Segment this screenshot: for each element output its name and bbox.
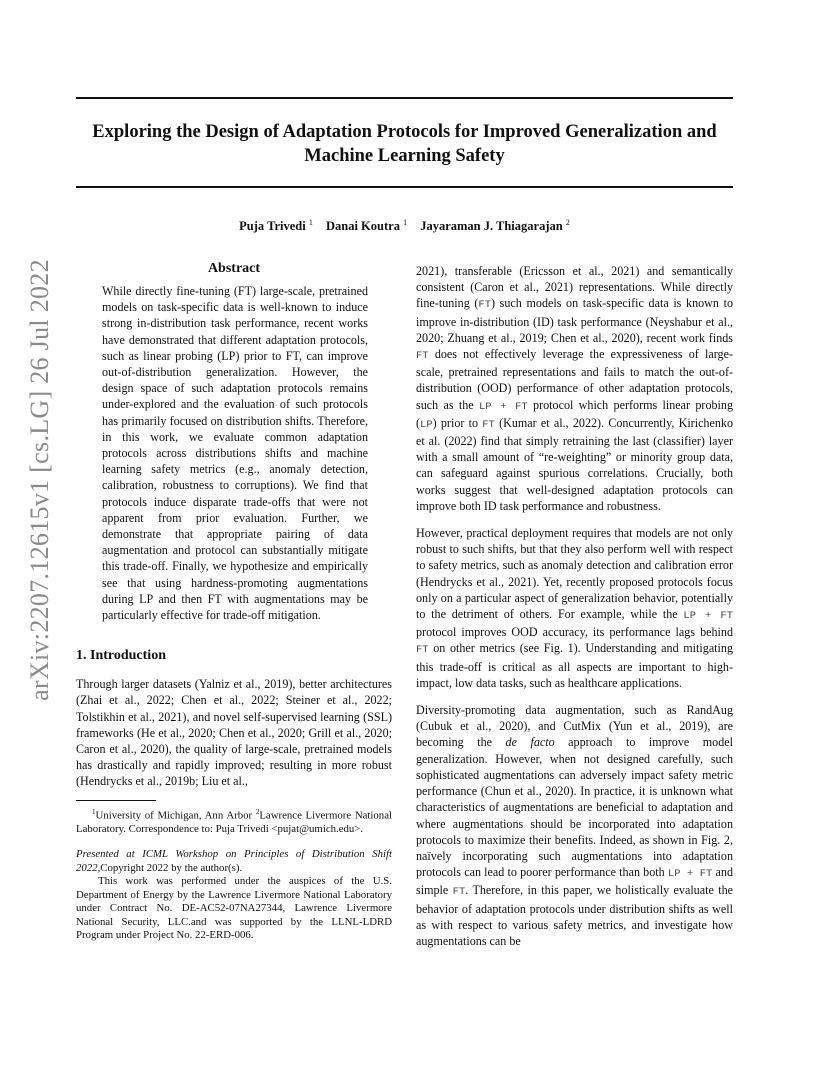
- author-1: [239, 219, 313, 233]
- code-term: FT: [416, 644, 429, 657]
- author-affiliation: 1: [308, 218, 313, 227]
- emphasis-term: de facto: [505, 735, 555, 750]
- code-term: FT: [478, 299, 492, 312]
- author-affiliation: 2: [565, 218, 570, 227]
- affiliation-footnote: [76, 806, 392, 837]
- right-column: [416, 263, 733, 960]
- text-run: protocol which performs linear probing (: [416, 397, 734, 430]
- code-term: LP + FT: [667, 868, 713, 881]
- footnote-mark: 2: [255, 807, 260, 816]
- footnote-text: Lawrence Livermore National Laboratory. Correspondence to: Puja Trivedi <pujat@umich.edu>.: [76, 809, 392, 835]
- venue-footnote: [76, 848, 392, 875]
- text-run: ) such models on task-specific data is known to improve in-distribution (ID) task performance (Neyshabur et al., 2020; Zhuang et al., 2019; Chen et al., 2020), recent work finds: [416, 296, 733, 345]
- abstract-heading: Abstract: [207, 261, 261, 276]
- text-run: 2021), transferable (Ericsson et al., 2021) and semantically consistent (Caron et al., 2021) representations. While directly fine-tuning (: [416, 264, 733, 311]
- left-column: [76, 260, 392, 943]
- code-term: FT: [452, 886, 466, 899]
- text-run: ) prior to: [432, 415, 483, 430]
- arxiv-stamp-text: arXiv:2207.12615v1 [cs.LG] 26 Jul 2022: [25, 259, 54, 701]
- code-term: LP: [420, 418, 433, 431]
- footnote-mark: 1: [92, 807, 96, 816]
- text-run: and simple: [416, 865, 733, 898]
- text-run: (Kumar et al., 2022). Concurrently, Kirichenko et al. (2022) find that simply retraining the last (classifier) layer with a small amount of “re-weighting” or minority group data, can safeguard against spurious correlations. Crucially, both works suggest that well-designed adaptation protocols can improve both ID task performance and robustness.: [416, 415, 733, 513]
- author-3: [420, 219, 570, 233]
- title-bottom-rule: [76, 186, 733, 188]
- text-run: on other metrics (see Fig. 1). Understanding and mitigating this trade-off is critical as all aspects are important to high-impact, low data tasks, such as healthcare applications.: [416, 641, 733, 690]
- right-paragraph-1: [416, 263, 733, 514]
- footnote-rule: [76, 800, 156, 801]
- right-paragraph-3: [416, 702, 733, 949]
- funding-footnote: This work was performed under the auspices of the U.S. Department of Energy by the Lawrence Livermore National Laboratory under Contract No. DE-AC52-07NA27344, Lawrence Livermore National Security, LLC.and was supported by the LLNL-LDRD Program under Project No. 22-ERD-006.: [76, 875, 392, 942]
- text-run: approach to improve model generalization. However, when not designed carefully, such sophisticated augmentations can adversely impact safety metric performance (Chun et al., 2020). In practice, it is unknown what characteristics of augmentations are beneficial to adaptation and where augmentations should be incorporated into adaptation protocols to maximize their benefits. Indeed, as shown in Fig. 2, naïvely incorporating such augmentations into adaptation protocols can lead to poorer performance than both: [416, 735, 733, 880]
- author-affiliation: 1: [403, 218, 408, 227]
- text-run: Diversity-promoting data augmentation, such as RandAug (Cubuk et al., 2020), and CutMix (Yun et al., 2019), are becoming the: [416, 703, 733, 750]
- text-run: However, practical deployment requires that models are not only robust to such shifts, but that they also perform well with respect to safety metrics, such as anomaly detection and calibration error (Hendrycks et al., 2021). Yet, recently proposed protocols focus only on a particular aspect of generalization behavior, potentially to the detriment of others. For example, while the: [416, 526, 733, 622]
- abstract-body: While directly fine-tuning (FT) large-scale, pretrained models on task-specific data is well-known to induce strong in-distribution task performance, recent works have demonstrated that different adaptation protocols, such as linear probing (LP) prior to FT, can improve out-of-distribution generalization. However, the design space of such adaptation protocols remains under-explored and the evaluation of such protocols has primarily focused on distribution shifts. Therefore, in this work, we evaluate common adaptation protocols across distributions shifts and machine learning safety metrics (e.g., anomaly detection, calibration, robustness to corruptions). We find that protocols induce disparate trade-offs that were not apparent from prior evaluation. Further, we demonstrate that appropriate pairing of data augmentation and protocol can substantially mitigate this trade-off. Finally, we hypothesize and empirically see that using hardness-promoting augmentations during LP and then FT with augmentations may be particularly effective for trade-off mitigation.: [102, 284, 368, 623]
- code-term: FT: [482, 418, 495, 431]
- author-name: Danai Koutra: [325, 219, 400, 234]
- introduction-paragraph: Through larger datasets (Yalniz et al., 2019), better architectures (Zhai et al., 2022; Chen et al., 2022; Steiner et al., 2022; Tolstikhin et al., 2021), and novel self-supervised learning (SSL) frameworks (He et al., 2020; Chen et al., 2020; Grill et al., 2020; Caron et al., 2020), the quality of large-scale, pretrained models has drastically and rapidly improved; resulting in more robust (Hendrycks et al., 2019b; Liu et al.,: [76, 677, 392, 789]
- code-term: LP + FT: [479, 400, 528, 413]
- copyright-text: Copyright 2022 by the author(s).: [100, 861, 243, 874]
- paper-title: Exploring the Design of Adaptation Protocols for Improved Generalization and Machine Learning Safety: [92, 122, 717, 166]
- text-run: . Therefore, in this paper, we holistically evaluate the behavior of adaptation protocols under distribution shifts as well as with respect to various safety metrics, and investigate how augmentations can be: [416, 883, 733, 948]
- footnote-text: University of Michigan, Ann Arbor: [95, 809, 256, 822]
- top-rule: [76, 97, 733, 99]
- code-term: LP + FT: [683, 610, 733, 623]
- venue-text: Presented at ICML Workshop on Principles of Distribution Shift 2022,: [76, 848, 392, 874]
- author-name: Jayaraman J. Thiagarajan: [420, 219, 563, 234]
- author-2: [326, 219, 407, 233]
- author-name: Puja Trivedi: [239, 219, 306, 234]
- text-run: does not effectively leverage the expressiveness of large-scale, pretrained representations and fails to match the out-of-distribution (OOD) performance of other adaptation protocols, such as the: [416, 347, 733, 412]
- text-run: protocol improves OOD accuracy, its performance lags behind: [416, 625, 733, 640]
- introduction-heading: 1. Introduction: [76, 648, 166, 664]
- code-term: FT: [416, 350, 429, 363]
- author-list: [76, 215, 733, 234]
- right-paragraph-2: [416, 525, 733, 691]
